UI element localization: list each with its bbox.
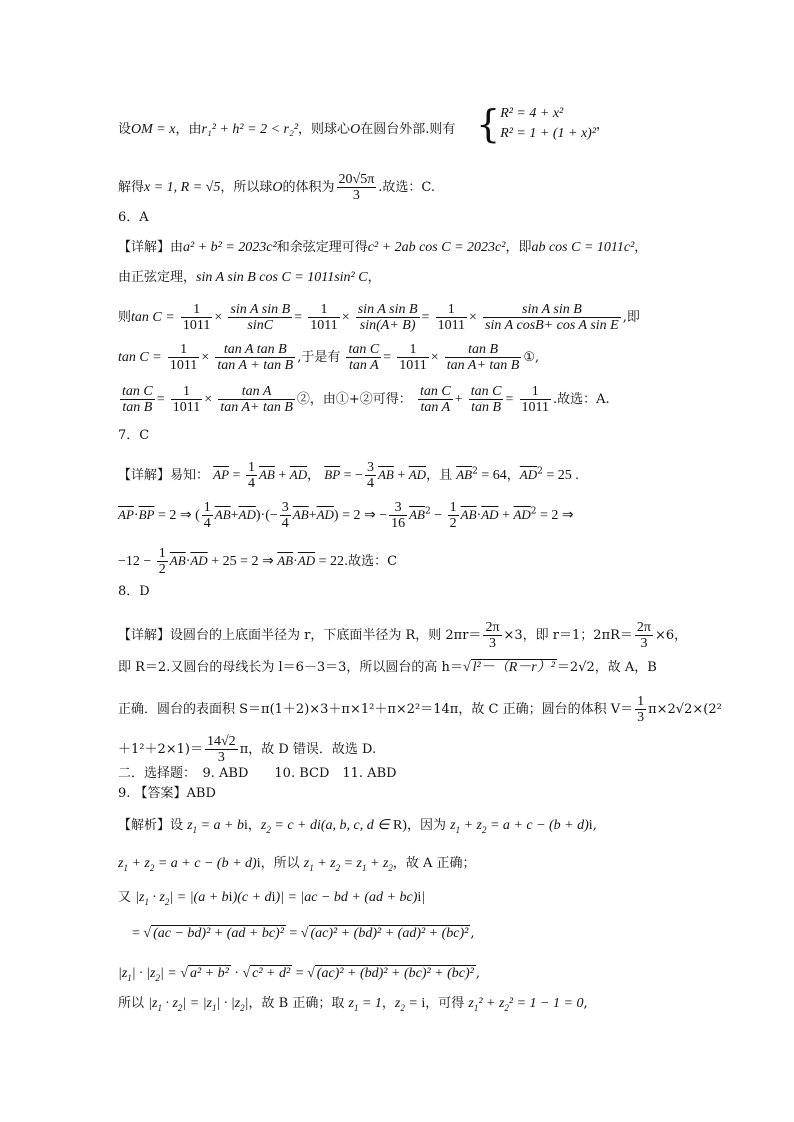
text: ，则球心 [298,122,351,137]
text: ，故 A 正确； [392,856,476,871]
math: O [350,122,361,137]
fraction [337,172,377,203]
section-heading: 二．选择题： 9. ABD 10. BCD 11. ABD [118,766,397,781]
text: .故选：C. [378,180,436,195]
text-line: ＋1²＋2×1)＝ $\frac{14√2}{3}$ π，故 D 错误．故选 D. [118,734,377,765]
text: 所以 [118,996,145,1011]
math: tan C = [131,310,175,325]
text: 【详解】由 [118,240,184,255]
text: ， [596,117,610,133]
text: ＋1²＋2×1)＝ [118,742,203,757]
math: ab cos C = 1011c² [531,240,635,255]
text-line: 【详解】易知： $\overline{AP}$ = $\frac{1}{4}$ $\overline{AB} + \overline{AD}$， $\overline{BP}$ = − $\frac{3}{4}$ $\overline{AB} + \overline{AD}$，且 $\overline{AB}^2 = 64$，$\overline{AD}^2 = 25$ . [118,460,579,491]
text-line: 【详解】设圆台的上底面半径为 r，下底面半径为 R，则 2πr＝ $\frac{2\pi}{3}$ ×3，即 r＝1；2πR＝ $\frac{2\pi}{3}$ ×6， [118,620,688,651]
text: ，因为 [406,818,446,833]
answer-heading: 8．D [118,584,150,599]
text: 【详解】易知： [118,468,210,483]
text-line: 即 R＝2.又圆台的母线长为 l＝6－3＝3，所以圆台的高 h＝√ l²－（R－r）² ＝2√2，故 A，B [118,660,657,675]
text-line: 所以 $|z_1 \cdot z_2| = |z_1| \cdot |z_2|$，故 B 正确；取 $z_1 = 1$，$z_2 = i$，可得 $z_1^2 + z_2^2 = 1 - 1 = 0$, [118,996,588,1013]
text: 【详解】设圆台的上底面半径为 r，下底面半径为 R，则 2πr＝ [118,628,482,643]
text: 设 [118,122,132,137]
math: sin A sin B cos C = 1011sin² C [196,270,368,285]
text-line [118,240,647,256]
text-line [118,270,381,286]
text: ， [367,270,381,285]
text-line: 又 $|z_1 \cdot z_2| = |(a + bi)(c + di)| = |ac$ − bd + (ad + bc)i| [118,890,426,907]
text: ，所以球 [220,180,273,195]
text: ×6， [654,628,688,643]
math: tan C = [118,350,162,365]
answer-heading: 9. 【答案】ABD [118,786,216,801]
math: a² + b² = 2023c² [183,240,277,255]
text: 解得 [118,180,145,195]
answer-heading: 7．C [118,428,150,443]
text: 的体积为 [282,180,335,195]
text-line: −12 − $\frac{1}{2}$ $\overline{AB}\cdot\overline{AD} + 25 = 2$ ⇒ $\overline{AB}\cdot\overline{AD} = 22$.故选：C [118,546,398,577]
answer-heading: 6．A [118,210,149,225]
text: 则 [118,310,132,325]
equation-system [476,104,609,144]
text: 正确．圆台的表面积 S＝π(1＋2)×3＋π×1²＋π×2²＝14π，故 C 正确；圆台的体积 V＝ [118,702,634,717]
text: 在圆台外部.则有 [360,122,456,137]
math: r₁² + h² = 2 < r₂² [201,122,299,137]
math: OM = x [131,122,176,137]
brace: { [476,102,501,146]
text: ＝2√2，故 A，B [556,660,657,675]
text: ，由 [175,122,202,137]
text: ，可得 [425,996,465,1011]
denominator: 3 [352,188,360,203]
text: ，所以 [260,856,300,871]
text: ，且 [426,468,453,483]
text-line: = √ (ac − bd)² + (ad + bc)² = √ (ac)² + (bd)² + (ad)² + (bc)² , [132,926,475,941]
text: ×3，即 r＝1；2πR＝ [503,628,633,643]
math: x = 1, R = √5 [144,180,221,195]
text: ， [634,240,648,255]
text-line: 正确．圆台的表面积 S＝π(1＋2)×3＋π×1²＋π×2²＝14π，故 C 正确；圆台的体积 V＝ $\frac{1}{3}$ π×2√2×(2² [118,694,722,725]
text: ，即 [505,240,532,255]
text: 又 [118,890,132,905]
text-line: $|z_1| \cdot |z_2|$ = √ a² + b² · √ c² + d² = √ (ac)² + (bd)² + (bc)² + (bc)² , [118,966,481,983]
text: π，故 D 错误．故选 D. [239,742,377,757]
text: π×2√2×(2² [648,702,722,717]
text-line [118,172,435,203]
equation: R² = 1 + (1 + x)² [500,126,597,141]
text: ，故 B 正确；取 [248,996,345,1011]
text: 【解析】设 [118,818,184,833]
text: 由正弦定理， [118,270,197,285]
text-line: $\overline{AP}\cdot\overline{BP} = 2$ ⇒ ( $\frac{1}{4}$ $\overline{AB}+\overline{AD})\cdot(-$ $\frac{3}{4}$ $\overline{AB}+\overline{AD}) = 2$ ⇒ − $\frac{3}{16}$ $\overline{AB}^2$ − $\frac{1}{2}$ $\overline{AB}\cdot\overline{AD} + \overline{AD}^2 = 2$ ⇒ [118,500,574,531]
text-line: 【解析】设 $z_1 = a$ + bi，$z_2 = c + di(a$, b, c, d ∈ R)，因为 $z_1 + z_2 = a + c - (b + d)i$, [118,818,597,835]
text: 即 R＝2.又圆台的母线长为 l＝6－3＝3，所以圆台的高 h＝ [118,660,463,675]
text-line: $\frac{\text{tan C}}{\text{tan B}}$ = $\frac{1}{1011}$ × $\frac{\text{tan A}}{\text{tan A+ tan B}}$ ②，由①+②可得： $\frac{\text{tan C}}{\text{tan A}}$ + $\frac{\text{tan C}}{\text{tan B}}$ = $\frac{1}{1011}$ .故选：A. [122,384,610,415]
text: ,于是有 [297,350,341,365]
text: 和余弦定理可得 [276,240,368,255]
math: O [272,180,283,195]
text: .故选：A. [553,392,610,407]
text-line: tan C = $\frac{1}{1011}$ × $\frac{\text{tan A tan B}}{\text{tan A + tan B}}$ ,于是有 $\frac{\text{tan C}}{\text{tan A}}$ = $\frac{1}{1011}$ × $\frac{\text{tan B}}{\text{tan A+ tan B}}$ ①, [118,342,540,373]
math: c² + 2ab cos C = 2023c² [367,240,506,255]
numerator: 20√5π [338,172,375,187]
equation: R² = 4 + x² [500,106,564,121]
text-line: 则tan C = $\frac{1}{1011}$ × $\frac{\text{sin A sin B}}{\sin C}$ = $\frac{1}{1011}$ × $\frac{\text{sin A sin B}}{\sin(A+ B)}$ = $\frac{1}{1011}$ × $\frac{\text{sin A sin B}}{\text{sin A cosB+ cos A sin E}}$ ,即 [118,302,640,333]
text: ， [506,468,520,483]
text: ，由①+②可得： [309,392,412,407]
text-line [118,122,455,138]
text-line: $z_1 + z_2 = a + c - (b + d)i$，所以 $z_1 + z_2 = z_1 + z_2$，故 A 正确； [118,856,476,873]
